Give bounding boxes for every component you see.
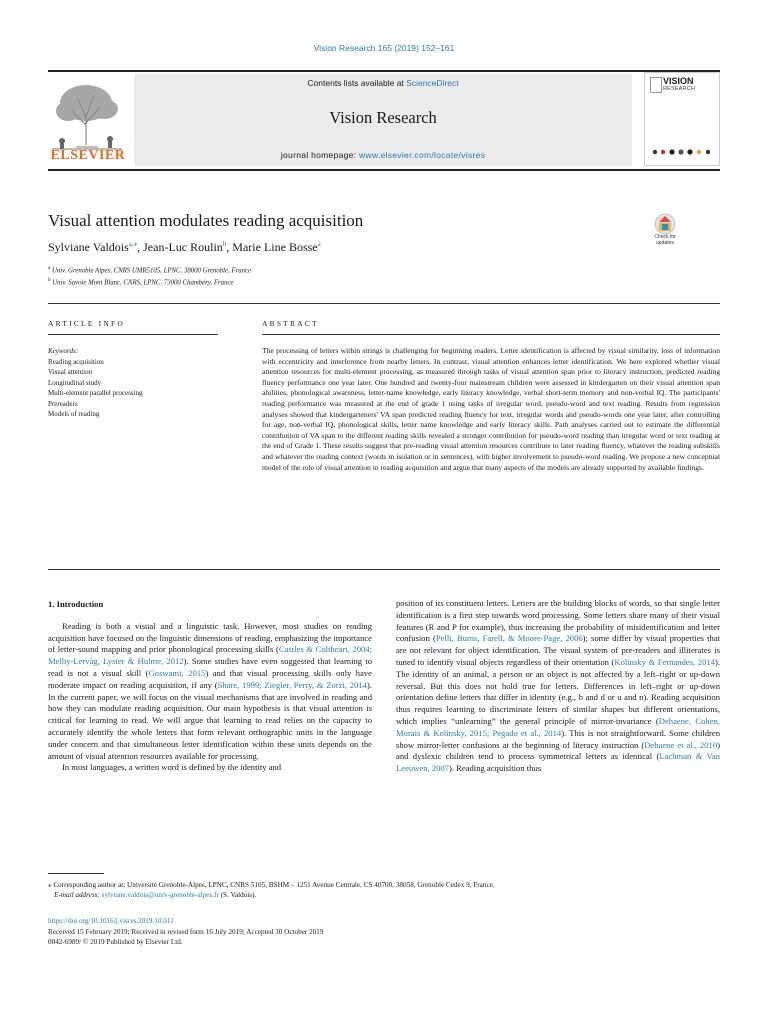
cover-dots-icon: [651, 149, 715, 155]
body-paragraph: In most languages, a written word is defined by the identity and: [62, 762, 282, 773]
body-paragraph: [396, 598, 720, 775]
citation-link[interactable]: Share, 1999; Ziegler, Perry, & Zorzi, 2014: [217, 679, 367, 690]
email-link[interactable]: sylviane.valdois@univ-grenoble-alpes.fr: [101, 891, 219, 899]
elsevier-wordmark: ELSEVIER: [50, 148, 126, 163]
body-text: ). Reading acquisition thus: [448, 763, 542, 774]
keyword-item: Longitudinal study: [48, 378, 102, 387]
body-text: ); some differ by visual properties that are not relevant for object identification. The visual system of pre-readers and illiterates is tuned to identify visual objects regardless of their orientation (: [396, 633, 720, 667]
body-right-column: [396, 598, 720, 775]
cover-title: VISION: [663, 76, 694, 86]
author-superscript[interactable]: a: [317, 240, 321, 248]
divider: [48, 334, 218, 335]
keyword-item: Models of reading: [48, 410, 100, 418]
journal-reference[interactable]: Vision Research 165 (2019) 152–161: [313, 43, 455, 53]
body-left-column: [48, 599, 372, 774]
body-text: ) and dyslexic children tend to process symmetrical letters as identical (: [396, 739, 720, 762]
affiliation: [48, 266, 251, 274]
affiliation: [48, 278, 234, 286]
article-title: Visual attention modulates reading acquisition: [48, 211, 364, 230]
citation-link[interactable]: Dehaene et al., 2010: [644, 739, 718, 750]
header-rule-bottom: [48, 169, 720, 171]
keyword-item: Prereaders: [48, 399, 78, 408]
affiliation-marker: a: [48, 266, 51, 271]
citation-link[interactable]: Goswami, 2015: [148, 667, 206, 678]
crossmark-label: Check for updates: [654, 234, 676, 246]
corresponding-author-note: [48, 880, 720, 900]
corresponding-author-text: Corresponding author at: Université Grenoble-Alpes, LPNC, CNRS 5105, BSHM – 1251 Avenue Centrale, CS 40700, 38058, Grenoble Cedex 9, France.: [51, 881, 495, 889]
contents-line: [134, 78, 632, 88]
email-suffix: (S. Valdois).: [218, 891, 257, 899]
citation-link[interactable]: Castles & Coltheart, 2004; Melby-Lervåg, Lyster & Hulme, 2012: [48, 644, 372, 667]
keywords-block: [48, 346, 218, 420]
author-name[interactable]: Jean-Luc Roulin: [143, 240, 223, 254]
footnote-rule: [48, 873, 104, 874]
divider: [48, 303, 720, 304]
divider: [262, 334, 720, 335]
journal-homepage: [134, 150, 632, 160]
homepage-prefix: journal homepage:: [280, 150, 360, 160]
body-text: ). The identity of an animal, a person or an object is not affected by a left–right or up-down reversal. But this does not hold true for letters. Differences in left–right or up-down orientation define letters that differ in identity (e.g., b and d or u and n). Reading acquisition thus requires learning to discriminate letters of similar shapes but different orientations, which implies “unlearning” the general principle of mirror-invariance (: [396, 656, 720, 726]
citation-link[interactable]: Dehaene, Cohen, Morais & Kolinsky, 2015; Pegado et al., 2014: [396, 715, 720, 738]
body-text: ). In the current paper, we will focus on the visual mechanisms that are involved in reading and how they can modulate reading acquisition. Our main hypothesis is that visual attention is critical for learning to read. We will argue that learning to read relies on the capacity to accurately identify the whole letters that form relevant orthographic units in the language under concern and that simultaneous letter identification within these units depends on the amount of visual attention resources available for processing.: [48, 679, 372, 761]
cover-logo-icon: [650, 77, 662, 93]
author-list: Sylviane Valdois$^{a,⁎}$, Jean-Luc Roulin$^b$, Marie Line Bosse$^a$: [48, 240, 321, 254]
body-text: Reading is both a visual and a linguistic task. However, most studies on reading acquisition have focused on the linguistic dimensions of reading, emphasizing the importance of letter-sound mapping and prior phonological processing skills (: [48, 620, 372, 655]
contents-prefix: Contents lists available at: [307, 78, 407, 88]
author-superscript[interactable]: a,⁎: [128, 240, 138, 248]
citation-link[interactable]: Pelli, Burns, Farell, & Moore-Page, 2006: [435, 633, 583, 644]
footnote-marker: ⁎: [48, 881, 52, 889]
affiliation-text: Univ. Grenoble Alpes, CNRS UMR5105, LPNC, 38000 Grenoble, France: [51, 267, 252, 275]
citation-link[interactable]: Lachman & Van Leeuwen, 2007: [396, 751, 720, 774]
journal-cover-thumbnail[interactable]: [644, 72, 720, 166]
author-name[interactable]: Marie Line Bosse: [232, 240, 318, 254]
body-paragraph: [48, 621, 372, 763]
affiliation-text: Univ. Savoie Mont Blanc, CNRS, LPNC, 73000 Chambéry, France: [52, 279, 234, 287]
article-metadata: [48, 916, 323, 948]
email-label: E-mail address:: [54, 891, 102, 899]
doi-link[interactable]: https://doi.org/10.1016/j.visres.2019.10.011: [48, 917, 174, 925]
crossmark-badge[interactable]: [646, 213, 684, 251]
keywords-label: Keywords:: [48, 347, 79, 355]
author-name[interactable]: Sylviane Valdois: [48, 240, 129, 254]
section-heading: 1. Introduction: [48, 599, 104, 609]
journal-title: Vision Research: [329, 108, 437, 127]
abstract-text: The processing of letters within strings is challenging for beginning readers. Letter identification is affected by visual similarity, loss of information with eccentricity and interference from nearby letters. In contrast, visual attention enhances letter identification. We here explored whether visual attention resources for multi-element processing, as measured through tasks of visual attention span prior to literacy instruction, predicted reading fluency performance one year later. One hundred and twenty-four mainstream children were assessed in kindergarten on their visual attention span abilities, phonological awareness, letter-name knowledge, early literacy knowledge, verbal short-term memory and non-verbal IQ. The participants' reading performance was measured at the end of grade 1 using tasks of irregular word, pseudo-word and text reading. Results from regression analyses showed that kindergarteners' VA span predicted reading fluency for text, irregular words and pseudo-words one year later, after controlling for age, non-verbal IQ, phonological skills, letter name knowledge and early literacy skills. Path analyses carried out to estimate the differential contribution of VA span to the different reading skills revealed a stronger contribution for pseudo-word reading than irregular word or text reading at the end of Grade 1. These results suggest that pre-reading visual attention resources contribute to later reading fluency, whatever the reading subskills and whatever the reading context (words in isolation or in sentences), with higher involvement to pseudo-word reading. We propose a new conceptual model of the role of visual attention in reading acquisition and argue that many aspects of the models are already supported by available findings.: [262, 346, 720, 472]
affiliation-marker: b: [48, 278, 51, 283]
divider: [48, 569, 720, 570]
body-text: ) and that visual processing skills only have moderate impact on reading acquisition, if any (: [48, 667, 372, 690]
cover-subtitle: RESEARCH: [663, 86, 696, 92]
received-dates: Received 15 February 2019; Received in revised form 16 July 2019; Accepted 30 October 2019: [48, 927, 324, 936]
crossmark-icon: [646, 213, 684, 235]
keyword-item: Multi-element parallel processing: [48, 389, 143, 397]
header-rule: [48, 70, 720, 72]
keyword-item: Reading acquisition: [48, 357, 104, 366]
body-text: position of its constituent letters. Letters are the building blocks of words, so that single letter identification is a first step towards word processing. Some letters share many of their visual features (R and P for example), thus increasing the probability of misidentification and letter confusion (: [396, 598, 720, 644]
abstract-heading: ABSTRACT: [262, 319, 319, 328]
homepage-link[interactable]: www.elsevier.com/locate/visres: [359, 150, 486, 160]
keyword-item: Visual attention: [48, 368, 93, 376]
author-superscript[interactable]: b: [222, 240, 227, 248]
body-text: ). Some studies have even suggested that learning to read is not a visual skill (: [48, 656, 372, 678]
article-info-heading: ARTICLE INFO: [48, 319, 125, 328]
sciencedirect-link[interactable]: ScienceDirect: [406, 78, 459, 88]
body-text: ). This is not straightforward. Some children show mirror-letter confusions at the beginning of literacy instruction (: [396, 727, 720, 750]
copyright-line: 0042-6989/ © 2019 Published by Elsevier Ltd.: [48, 938, 183, 946]
citation-link[interactable]: Kolinsky & Fernandes, 2014: [614, 656, 715, 667]
